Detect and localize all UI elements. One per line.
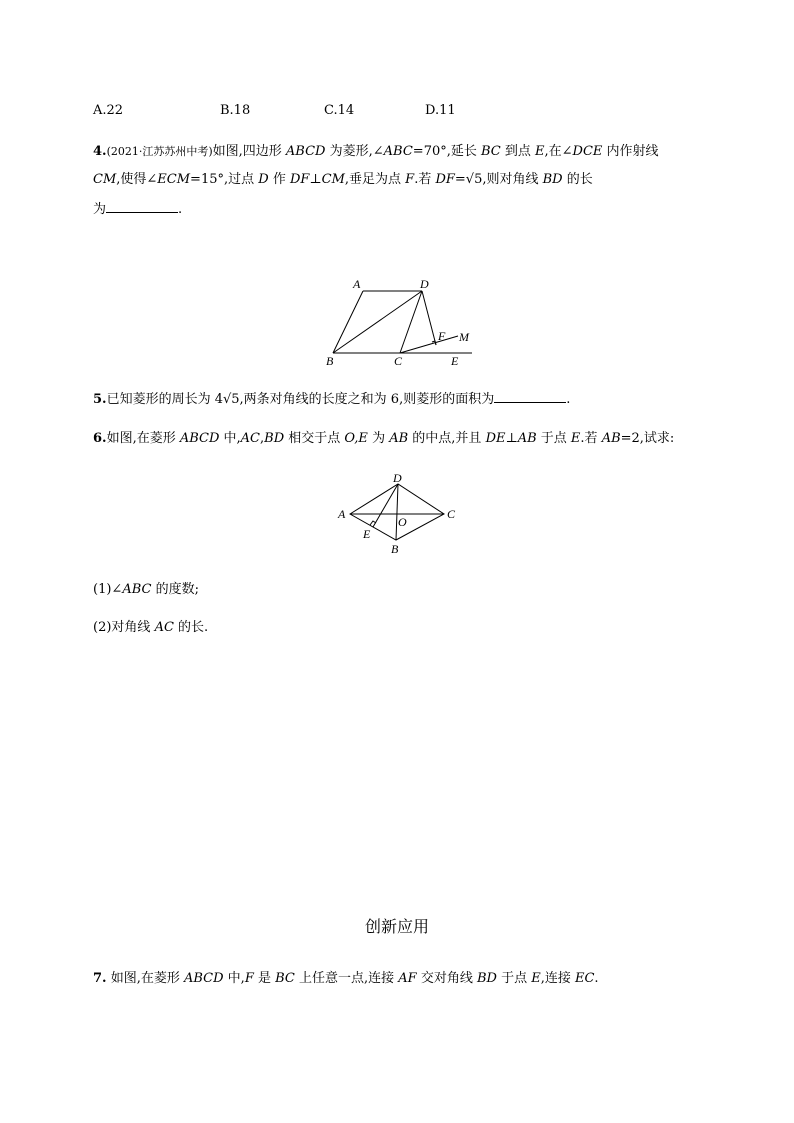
q4-text: =70°,延长	[412, 144, 481, 159]
q4-text: .若	[414, 172, 436, 187]
q6-var: AC	[154, 620, 174, 635]
q4-text: =√5,则对角线	[454, 172, 543, 187]
q6-text: 的度数;	[151, 582, 199, 597]
q7-var: ABCD	[183, 971, 224, 986]
q6-figure	[332, 470, 462, 560]
q7-text: 于点	[496, 971, 532, 986]
label-a: A	[353, 277, 361, 291]
q4-var: E	[535, 144, 545, 159]
q6-number: 6.	[93, 431, 107, 446]
q6-text: (2)对角线	[93, 620, 155, 635]
q7-var: F	[244, 971, 254, 986]
q4-text: 为	[93, 202, 107, 217]
q6-text: .若	[580, 431, 602, 446]
q7-text: ,连接	[540, 971, 575, 986]
q4-text: =15°,过点	[190, 172, 259, 187]
q7-text: 交对角线	[416, 971, 477, 986]
q4-text: 作	[268, 172, 290, 187]
q4-var: ABC	[383, 144, 413, 159]
q4-text: 的长	[562, 172, 593, 187]
q5-text: .	[566, 392, 571, 407]
q7-var: EC	[574, 971, 595, 986]
q7-var: AF	[398, 971, 417, 986]
q6-text: 如图,在菱形	[106, 431, 180, 446]
label-d: D	[420, 277, 429, 291]
label-a: A	[338, 507, 346, 521]
q7-var: E	[531, 971, 541, 986]
q4-var: DCE	[572, 144, 603, 159]
q4-var: ECM	[157, 172, 191, 187]
q4-text: ,垂足为点	[344, 172, 406, 187]
q6-text: 于点	[536, 431, 571, 446]
q5-answer-blank[interactable]	[494, 390, 566, 403]
label-m: M	[459, 330, 469, 344]
q6-part2	[93, 620, 208, 636]
q7-number: 7.	[93, 971, 107, 986]
q7-var: BC	[275, 971, 295, 986]
q4-number: 4.	[93, 144, 107, 159]
label-c: C	[394, 354, 403, 368]
q4-text: 如图,四边形	[212, 144, 286, 159]
q6-text: ,	[260, 431, 265, 446]
q4-var: DF	[435, 172, 455, 187]
line-de	[373, 484, 398, 527]
q4-var: BD	[542, 172, 563, 187]
line-bd	[333, 291, 422, 353]
q4-var: ABCD	[285, 144, 326, 159]
q6-var: O,E	[344, 431, 368, 446]
q6-var: ABC	[122, 582, 152, 597]
q4-var: F	[405, 172, 415, 187]
q6-part1	[93, 582, 199, 598]
choice-c: C.14	[324, 103, 355, 118]
label-b: B	[326, 354, 334, 368]
label-d: D	[393, 471, 402, 485]
q4-text: 为菱形,∠	[325, 144, 384, 159]
q5-text: 已知菱形的周长为 4√5,两条对角线的长度之和为 6,则菱形的面积为	[106, 392, 495, 407]
q6-var: ABCD	[179, 431, 220, 446]
section-title: 创新应用	[364, 917, 429, 936]
line-ab	[333, 291, 363, 353]
q6-text: 为	[367, 431, 390, 446]
q4-line3	[93, 200, 182, 218]
q5-line	[93, 390, 570, 408]
label-o: O	[398, 515, 407, 529]
q6-text: 中,	[219, 431, 241, 446]
right-angle-mark	[370, 521, 376, 525]
q7-text: 如图,在菱形	[106, 971, 184, 986]
line-dc	[400, 291, 422, 353]
q7-text: .	[594, 971, 599, 986]
q4-text: 到点	[500, 144, 536, 159]
q4-text: ,在∠	[544, 144, 573, 159]
label-f: F	[438, 329, 446, 343]
line-cm	[400, 336, 458, 353]
choice-d: D.11	[425, 103, 456, 118]
q7-text: 是	[253, 971, 276, 986]
q4-line2	[93, 172, 593, 188]
label-e: E	[363, 527, 371, 541]
q7-line	[93, 971, 599, 987]
line-df	[422, 291, 436, 345]
q6-var: AC	[240, 431, 261, 446]
q5-number: 5.	[93, 392, 107, 407]
q4-figure	[320, 272, 480, 372]
q7-text: 中,	[223, 971, 245, 986]
diagonal-bd	[396, 484, 398, 540]
q6-text: 相交于点	[284, 431, 345, 446]
q7-text: 上任意一点,连接	[294, 971, 399, 986]
q4-var: CM	[93, 172, 117, 187]
q6-var: E	[570, 431, 581, 446]
choice-b: B.18	[220, 103, 251, 118]
q4-text: ,使得∠	[116, 172, 158, 187]
choice-a: A.22	[93, 103, 124, 118]
q4-text: .	[178, 202, 183, 217]
q4-answer-blank[interactable]	[106, 200, 178, 213]
label-b: B	[391, 542, 399, 556]
q4-text: 内作射线	[602, 144, 659, 159]
q6-text: (1)∠	[93, 582, 123, 597]
q6-var: BD	[264, 431, 285, 446]
q4-source: (2021·江苏苏州中考)	[106, 145, 213, 158]
q6-var: AB	[389, 431, 409, 446]
q6-text: =2,试求:	[620, 431, 675, 446]
q4-var: DF⊥CM	[289, 172, 345, 187]
q7-var: BD	[476, 971, 497, 986]
q6-text: 的中点,并且	[408, 431, 486, 446]
q6-text: 的长.	[173, 620, 209, 635]
q4-var: D	[258, 172, 269, 187]
q6-var: DE⊥AB	[485, 431, 537, 446]
label-c: C	[447, 507, 456, 521]
q6-line	[93, 431, 674, 447]
q4-var: BC	[481, 144, 501, 159]
label-e: E	[451, 354, 459, 368]
q4-line1	[93, 144, 659, 160]
q6-var: AB	[601, 431, 621, 446]
